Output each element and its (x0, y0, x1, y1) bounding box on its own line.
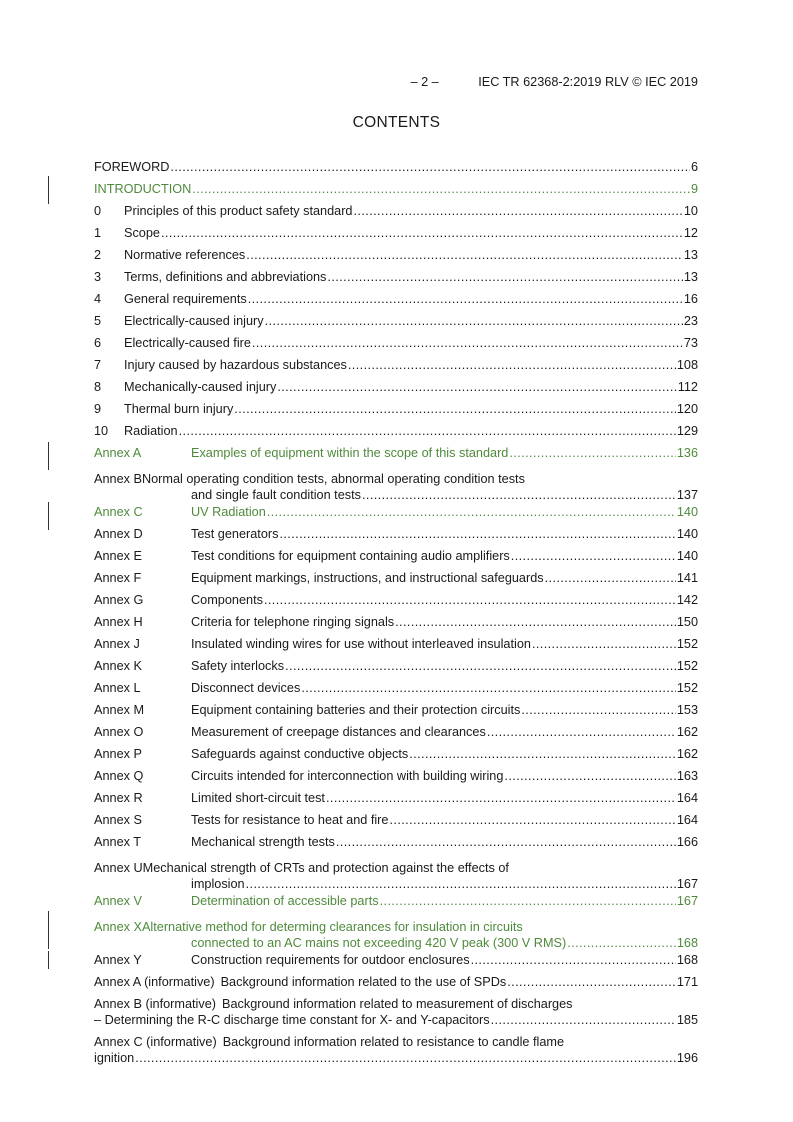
toc-entry-title: Radiation (124, 424, 178, 438)
leader-dots (170, 159, 690, 175)
revision-bar (48, 911, 49, 949)
leader-dots (511, 548, 676, 564)
toc-entry-page: 152 (676, 659, 698, 673)
toc-entry-title: Mechanical strength tests (191, 835, 335, 849)
toc-entry-number: Annex M (94, 703, 145, 717)
toc-entry[interactable] (94, 247, 698, 265)
toc-entry-page: 136 (676, 446, 698, 460)
document-id: IEC TR 62368-2:2019 RLV © IEC 2019 (478, 75, 698, 89)
toc-entry-page: 164 (676, 791, 698, 805)
toc-entry-number: Annex U (94, 861, 143, 875)
toc-entry[interactable] (94, 974, 698, 992)
revision-bar (48, 176, 49, 204)
page-header (410, 75, 698, 89)
toc-entry-page: 167 (676, 877, 698, 891)
toc-entry-number: 0 (94, 204, 102, 218)
leader-dots (348, 357, 676, 373)
leader-dots (471, 952, 676, 968)
toc-entry-number: Annex Q (94, 769, 144, 783)
toc-entry-number: Annex F (94, 571, 142, 585)
leader-dots (545, 570, 676, 586)
toc-entry-title: Scope (124, 226, 160, 240)
toc-entry-page: 163 (676, 769, 698, 783)
toc-entry-title: Circuits intended for interconnection with building wiring (191, 769, 504, 783)
toc-entry-title: Normative references (124, 248, 246, 262)
leader-dots (389, 812, 675, 828)
leader-dots (265, 313, 683, 329)
leader-dots (267, 504, 676, 520)
toc-entry-title: Criteria for telephone ringing signals (191, 615, 395, 629)
toc-entry-title: Equipment containing batteries and their protection circuits (191, 703, 521, 717)
toc-entry-title-continued: – Determining the R-C discharge time constant for X- and Y-capacitors (94, 1013, 490, 1027)
toc-entry-title: Alternative method for determing clearances for insulation in circuits (141, 920, 523, 934)
toc-entry-number: 2 (94, 248, 102, 262)
toc-entry-page: 120 (676, 402, 698, 416)
toc-entry-page: 10 (683, 204, 698, 218)
toc-entry[interactable] (94, 357, 698, 375)
toc-entry-number: 3 (94, 270, 102, 284)
toc-entry[interactable] (94, 952, 698, 970)
toc-entry-number: Annex V (94, 894, 142, 908)
toc-entry[interactable] (94, 548, 698, 566)
toc-entry-title: Injury caused by hazardous substances (124, 358, 347, 372)
toc-entry-title: Mechanically-caused injury (124, 380, 277, 394)
toc-entry[interactable] (94, 269, 698, 287)
toc-entry-number: Annex E (94, 549, 142, 563)
toc-entry-title: Electrically-caused fire (124, 336, 251, 350)
toc-entry-page: 185 (676, 1013, 698, 1027)
toc-entry-number: Annex L (94, 681, 141, 695)
toc-entry-number: Annex B (94, 472, 142, 486)
page-title: CONTENTS (352, 114, 441, 131)
toc-entry[interactable] (94, 893, 698, 911)
leader-dots (336, 834, 676, 850)
leader-dots (192, 181, 690, 197)
toc-entry[interactable] (94, 724, 698, 742)
toc-entry-page: 168 (676, 953, 698, 967)
toc-entry[interactable] (94, 915, 698, 950)
toc-entry-page: 162 (676, 725, 698, 739)
toc-entry-number: 6 (94, 336, 102, 350)
toc-entry-title: Safety interlocks (191, 659, 285, 673)
page-number: – 2 – (410, 75, 439, 89)
toc-entry-title: FOREWORD (94, 160, 170, 174)
toc-entry-number: Annex S (94, 813, 142, 827)
leader-dots (285, 658, 676, 674)
toc-entry-page: 73 (683, 336, 698, 350)
leader-dots (264, 592, 676, 608)
leader-dots (380, 893, 676, 909)
toc-entry-page: 9 (690, 182, 698, 196)
toc-entry-number: 1 (94, 226, 102, 240)
toc-entry-page: 141 (676, 571, 698, 585)
toc-entry-title-continued: and single fault condition tests (191, 488, 361, 502)
toc-entry-page: 129 (676, 424, 698, 438)
toc-entry-number: 5 (94, 314, 102, 328)
toc-entry[interactable] (94, 504, 698, 522)
toc-entry[interactable] (94, 335, 698, 353)
toc-entry-number: Annex K (94, 659, 142, 673)
leader-dots (327, 269, 682, 285)
leader-dots (507, 974, 676, 990)
toc-entry[interactable] (94, 181, 698, 199)
leader-dots (532, 636, 676, 652)
toc-entry[interactable] (94, 658, 698, 676)
toc-entry-number: Annex A (informative) (94, 975, 215, 989)
leader-dots (354, 203, 683, 219)
toc-entry[interactable] (94, 812, 698, 830)
toc-entry[interactable] (94, 768, 698, 786)
toc-entry-number: Annex A (94, 446, 142, 460)
leader-dots (161, 225, 683, 241)
toc-entry[interactable] (94, 445, 698, 463)
leader-dots (509, 445, 675, 461)
toc-entry-number: Annex B (informative) (94, 997, 216, 1011)
toc-entry-title: Components (191, 593, 263, 607)
toc-entry-number: Annex C (94, 505, 143, 519)
toc-entry-page: 164 (676, 813, 698, 827)
leader-dots (326, 790, 676, 806)
toc-entry-number: Annex D (94, 527, 143, 541)
leader-dots (362, 487, 676, 503)
toc-entry-title: Electrically-caused injury (124, 314, 264, 328)
toc-entry[interactable] (94, 790, 698, 808)
leader-dots (277, 379, 676, 395)
toc-entry-title: Background information related to measurement of discharges (222, 997, 573, 1011)
leader-dots (279, 526, 675, 542)
toc-entry-number: Annex R (94, 791, 143, 805)
leader-dots (246, 876, 676, 892)
toc-entry-number: Annex J (94, 637, 140, 651)
toc-entry-page: 23 (683, 314, 698, 328)
toc-entry[interactable] (94, 856, 698, 891)
toc-entry-title: Construction requirements for outdoor enclosures (191, 953, 470, 967)
toc-entry[interactable] (94, 225, 698, 243)
toc-entry[interactable] (94, 996, 698, 1027)
toc-entry-title: Normal operating condition tests, abnormal operating condition tests (141, 472, 525, 486)
toc-entry-page: 168 (676, 936, 698, 950)
toc-entry[interactable] (94, 592, 698, 610)
toc-entry-number: 7 (94, 358, 102, 372)
toc-entry-page: 152 (676, 681, 698, 695)
leader-dots (135, 1050, 676, 1066)
toc-entry-number: Annex O (94, 725, 144, 739)
leader-dots (491, 1012, 676, 1028)
toc-entry-title: Mechanical strength of CRTs and protection against the effects of (142, 861, 509, 875)
toc-entry[interactable] (94, 834, 698, 852)
toc-entry-page: 12 (683, 226, 698, 240)
toc-entry[interactable] (94, 401, 698, 419)
toc-entry-title: Measurement of creepage distances and clearances (191, 725, 486, 739)
toc-entry-number: Annex H (94, 615, 143, 629)
toc-entry[interactable] (94, 313, 698, 331)
toc-entry-title: Equipment markings, instructions, and instructional safeguards (191, 571, 544, 585)
toc-entry-number: Annex P (94, 747, 142, 761)
toc-entry-title-continued: implosion (191, 877, 245, 891)
toc-entry-title: General requirements (124, 292, 247, 306)
toc-entry-title: Thermal burn injury (124, 402, 234, 416)
toc-entry[interactable] (94, 614, 698, 632)
leader-dots (521, 702, 675, 718)
leader-dots (395, 614, 676, 630)
toc-entry-page: 162 (676, 747, 698, 761)
toc-entry-page: 13 (683, 270, 698, 284)
toc-entry[interactable] (94, 680, 698, 698)
leader-dots (248, 291, 683, 307)
toc-entry-number: 10 (94, 424, 109, 438)
toc-entry[interactable] (94, 379, 698, 397)
toc-entry-title: Insulated winding wires for use without interleaved insulation (191, 637, 531, 651)
toc-entry-title: Test conditions for equipment containing audio amplifiers (191, 549, 510, 563)
toc-entry-title: Background information related to resistance to candle flame (222, 1035, 565, 1049)
toc-entry[interactable] (94, 291, 698, 309)
toc-entry[interactable] (94, 570, 698, 588)
toc-entry-title-continued: connected to an AC mains not exceeding 420 V peak (300 V RMS) (191, 936, 567, 950)
toc-entry-title: Background information related to the use of SPDs (220, 975, 507, 989)
toc-entry-page: 112 (677, 380, 698, 394)
toc-entry-page: 140 (676, 505, 698, 519)
leader-dots (179, 423, 676, 439)
toc-entry-title: UV Radiation (191, 505, 266, 519)
leader-dots (234, 401, 676, 417)
toc-entry-number: 8 (94, 380, 102, 394)
toc-entry-page: 166 (676, 835, 698, 849)
toc-entry-title: Disconnect devices (191, 681, 301, 695)
toc-entry-title: Safeguards against conductive objects (191, 747, 409, 761)
toc-entry-page: 167 (676, 894, 698, 908)
toc-entry-page: 16 (683, 292, 698, 306)
toc-entry-page: 152 (676, 637, 698, 651)
toc-entry-title: Determination of accessible parts (191, 894, 379, 908)
toc-entry-page: 13 (683, 248, 698, 262)
revision-bar (48, 502, 49, 530)
toc-entry-page: 196 (676, 1051, 698, 1065)
leader-dots (487, 724, 676, 740)
toc-entry-page: 171 (676, 975, 698, 989)
toc-entry-title: Test generators (191, 527, 279, 541)
toc-entry-page: 6 (690, 160, 698, 174)
toc-entry-page: 153 (676, 703, 698, 717)
toc-entry-number: 4 (94, 292, 102, 306)
toc-entry-page: 142 (676, 593, 698, 607)
toc-entry-page: 140 (676, 527, 698, 541)
leader-dots (246, 247, 683, 263)
toc-entry[interactable] (94, 702, 698, 720)
toc-entry-title: Tests for resistance to heat and fire (191, 813, 389, 827)
toc-entry-number: 9 (94, 402, 102, 416)
toc-entry-number: Annex X (94, 920, 142, 934)
toc-entry[interactable] (94, 159, 698, 177)
revision-bar (48, 442, 49, 470)
toc-entry[interactable] (94, 746, 698, 764)
revision-bar (48, 951, 49, 969)
leader-dots (409, 746, 676, 762)
toc-entry-title: Terms, definitions and abbreviations (124, 270, 327, 284)
toc-entry-number: Annex T (94, 835, 142, 849)
toc-entry[interactable] (94, 467, 698, 502)
toc-entry[interactable] (94, 526, 698, 544)
toc-entry-title: Examples of equipment within the scope of this standard (191, 446, 509, 460)
toc-entry[interactable] (94, 203, 698, 221)
toc-entry-page: 150 (676, 615, 698, 629)
toc-entry-number: Annex C (informative) (94, 1035, 217, 1049)
toc-entry-page: 137 (676, 488, 698, 502)
toc-entry-number: Annex G (94, 593, 144, 607)
toc-entry[interactable] (94, 423, 698, 441)
leader-dots (567, 935, 676, 951)
toc-entry[interactable] (94, 636, 698, 654)
toc-entry-title: INTRODUCTION (94, 182, 192, 196)
toc-entry-number: Annex Y (94, 953, 142, 967)
toc-entry[interactable] (94, 1034, 698, 1065)
toc-entry-page: 108 (676, 358, 698, 372)
toc-entry-title-continued: ignition (94, 1051, 135, 1065)
toc-entry-page: 140 (676, 549, 698, 563)
leader-dots (252, 335, 683, 351)
leader-dots (504, 768, 675, 784)
toc-entry-title: Principles of this product safety standard (124, 204, 353, 218)
toc-entry-title: Limited short-circuit test (191, 791, 325, 805)
leader-dots (301, 680, 676, 696)
